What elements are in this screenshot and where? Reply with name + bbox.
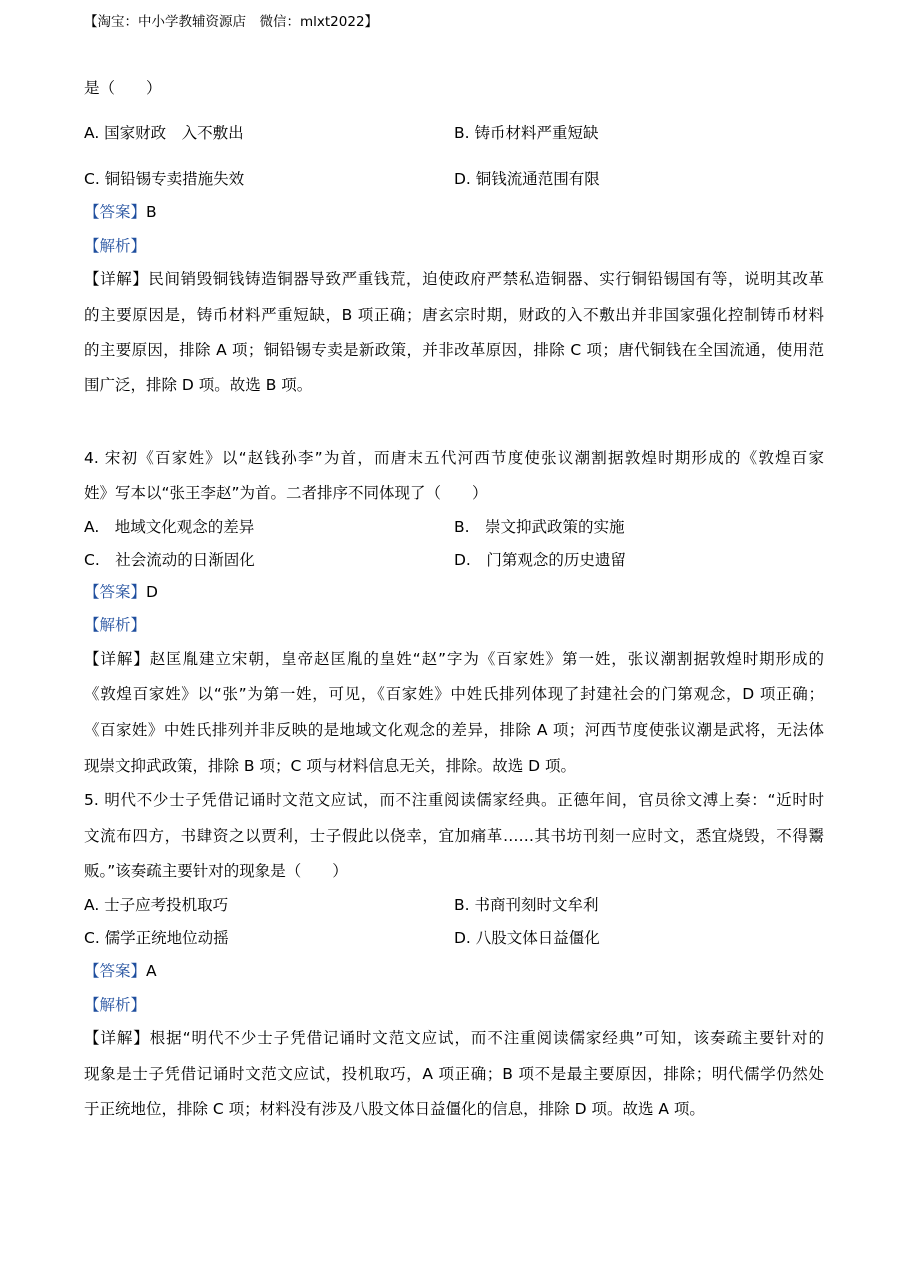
q3-stem-tail: 是（ ）: [84, 79, 162, 97]
q5-detail-line-2: 现象是士子凭借记诵时文范文应试，投机取巧，A 项正确；B 项不是最主要原因，排除；明代儒学仍然处: [84, 1065, 824, 1083]
q3-option-d: D. 铜钱流通范围有限: [454, 170, 600, 188]
q3-analysis-tag: 【解析】: [84, 237, 147, 255]
q4-stem-line-2: 姓》写本以“张王李赵”为首。二者排序不同体现了（ ）: [84, 484, 488, 502]
q5-analysis-tag: 【解析】: [84, 996, 147, 1014]
q3-option-b: B. 铸币材料严重短缺: [454, 124, 599, 142]
q3-detail-line-1: 【详解】民间销毁铜钱铸造铜器导致严重钱荒，迫使政府严禁私造铜器、实行铜铅锡国有等，说明其改革: [84, 270, 824, 288]
q4-option-c: C. 社会流动的日渐固化: [84, 551, 255, 569]
q3-detail-line-3: 的主要原因，排除 A 项；铜铅锡专卖是新政策，并非改革原因，排除 C 项；唐代铜钱在全国流通，使用范: [84, 341, 824, 359]
answer-tag: 【答案】: [84, 203, 147, 221]
q4-answer: [84, 582, 158, 602]
q4-detail-line-3: 《百家姓》中姓氏排列并非反映的是地域文化观念的差异，排除 A 项；河西节度使张议潮是武将，无法体: [84, 721, 824, 739]
q4-detail-line-2: 《敦煌百家姓》以“张”为第一姓，可见，《百家姓》中姓氏排列体现了封建社会的门第观念，D 项正确；: [84, 685, 824, 703]
answer-tag: 【答案】: [84, 962, 147, 980]
q5-option-c: C. 儒学正统地位动摇: [84, 929, 229, 947]
detail-tag: 【详解】: [84, 270, 149, 288]
answer-value: A: [146, 962, 157, 980]
q3-detail-line-2: 的主要原因是，铸币材料严重短缺，B 项正确；唐玄宗时期，财政的入不敷出并非国家强化控制铸币材料: [84, 306, 824, 324]
q5-stem-line-3: 贩。”该奏疏主要针对的现象是（ ）: [84, 862, 348, 880]
q4-option-d: D. 门第观念的历史遗留: [454, 551, 626, 569]
answer-value: B: [146, 203, 157, 221]
q5-option-a: A. 士子应考投机取巧: [84, 896, 229, 914]
q5-answer: [84, 961, 157, 981]
page-header-watermark: 【淘宝：中小学教辅资源店 微信：mlxt2022】: [84, 14, 379, 30]
q4-option-b: B. 崇文抑武政策的实施: [454, 518, 625, 536]
q5-option-b: B. 书商刊刻时文牟利: [454, 896, 599, 914]
detail-tag: 【详解】: [84, 1029, 150, 1047]
q5-detail-line-3: 于正统地位，排除 C 项；材料没有涉及八股文体日益僵化的信息，排除 D 项。故选 A 项。: [84, 1100, 705, 1118]
q3-option-a: A. 国家财政 入不敷出: [84, 124, 244, 142]
q3-detail-line-4: 围广泛，排除 D 项。故选 B 项。: [84, 376, 313, 394]
q5-option-d: D. 八股文体日益僵化: [454, 929, 600, 947]
q5-detail-line-1: 【详解】根据“明代不少士子凭借记诵时文范文应试，而不注重阅读儒家经典”可知，该奏疏主要针对的: [84, 1029, 824, 1047]
q3-answer: [84, 202, 157, 222]
q3-option-c: C. 铜铅锡专卖措施失效: [84, 170, 245, 188]
q4-analysis-tag: 【解析】: [84, 616, 147, 634]
q4-stem-line-1: 4. 宋初《百家姓》以“赵钱孙李”为首，而唐末五代河西节度使张议潮割据敦煌时期形成的《敦煌百家: [84, 449, 824, 467]
answer-tag: 【答案】: [84, 583, 147, 601]
q5-stem-line-1: 5. 明代不少士子凭借记诵时文范文应试，而不注重阅读儒家经典。正德年间，官员徐文溥上奏：“近时时: [84, 791, 824, 809]
q4-detail-line-1: 【详解】赵匡胤建立宋朝，皇帝赵匡胤的皇姓“赵”字为《百家姓》第一姓，张议潮割据敦煌时期形成的: [84, 650, 824, 668]
detail-tag: 【详解】: [84, 650, 150, 668]
q4-option-a: A. 地域文化观念的差异: [84, 518, 255, 536]
answer-value: D: [146, 583, 158, 601]
q5-stem-line-2: 文流布四方，书肆资之以贾利，士子假此以侥幸，宜加痛革……其书坊刊刻一应时文，悉宜烧毁，不得鬻: [84, 827, 824, 845]
q4-detail-line-4: 现崇文抑武政策，排除 B 项；C 项与材料信息无关，排除。故选 D 项。: [84, 757, 577, 775]
